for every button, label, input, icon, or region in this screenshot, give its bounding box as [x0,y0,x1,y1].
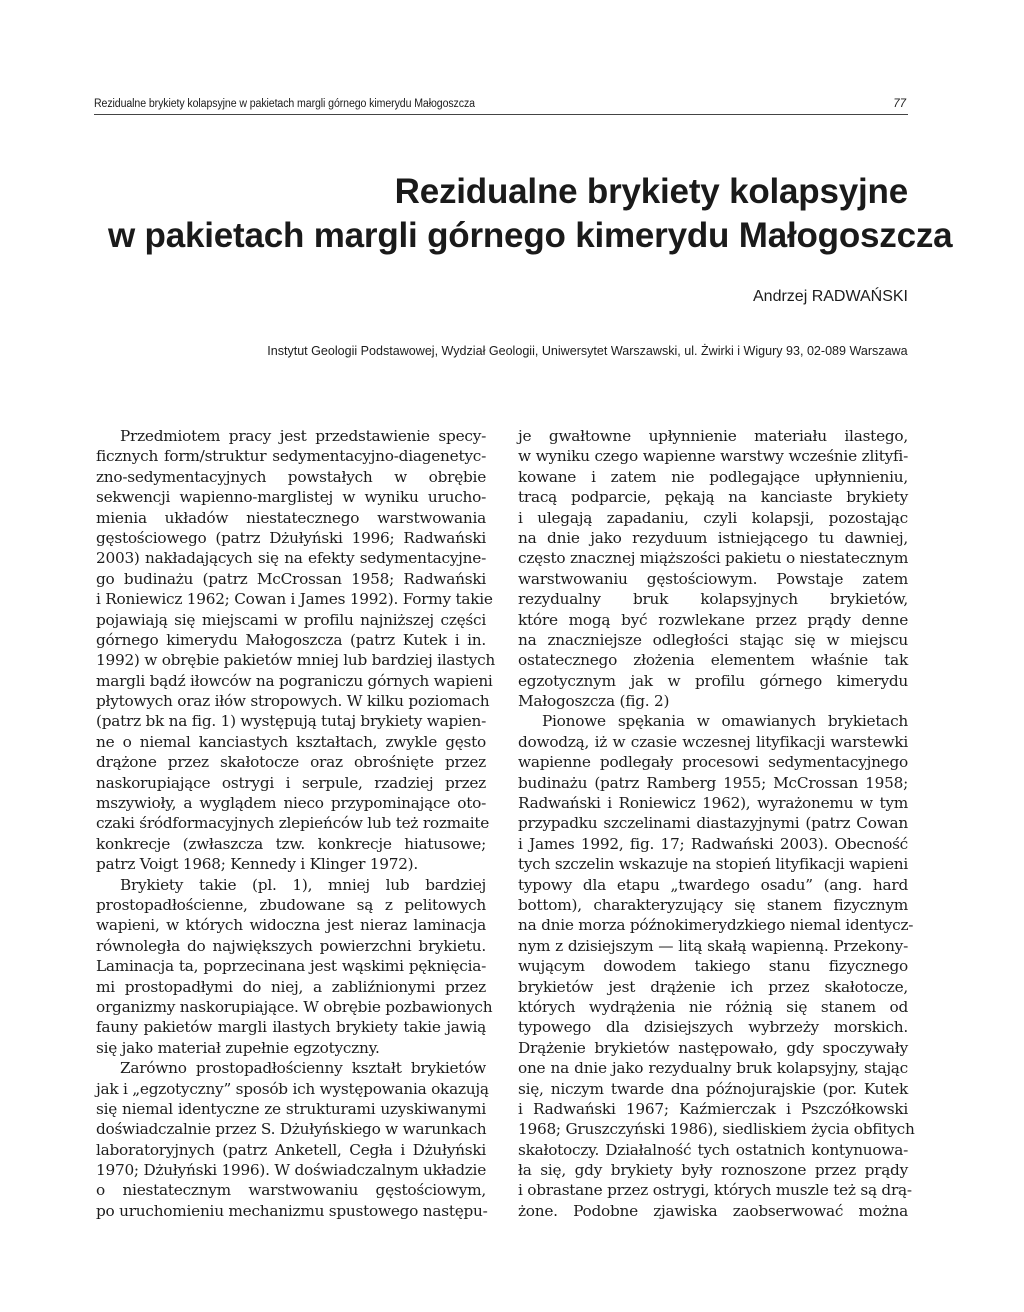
text-line: one na dnie jako rezydualny bruk kolapsyjny, stając [518,1059,908,1078]
text-line: prostopadłościenne, zbudowane są z pelitowych [96,895,486,914]
running-header [94,96,908,115]
text-line: o niestatecznym warstwowaniu gęstościowym, [96,1181,486,1200]
text-line: kowane i zatem nie podlegające upłynnieniu, [518,467,908,486]
text-line: żone. Podobne zjawiska zaobserwować można [518,1201,908,1220]
text-line: tracą podparcie, pękają na kanciaste brykiety [518,488,908,507]
text-line: wapienne podlegały procesowi sedymentacyjnego [518,753,908,772]
text-line: doświadczalnie przez S. Dżułyńskiego w warunkach [96,1120,487,1139]
running-title: Rezidualne brykiety kolapsyjne w pakietach margli górnego kimerydu Małogoszcza [94,98,475,110]
text-line: i James 1992, fig. 17; Radwański 2003). Obecność [518,834,908,853]
text-line: sekwencji wapienno-marglistej w wyniku urucho- [96,488,486,507]
text-line: na dnie jako rezyduum istniejącego tu dawniej, [518,528,908,547]
article-title [108,170,953,258]
text-line: go budinażu (patrz McCrossan 1958; Radwański [96,569,486,588]
text-line: mszywioły, a wyglądem nieco przypominające oto- [96,794,486,813]
article-title-line-2: w pakietach margli górnego kimerydu Małogoszcza [108,216,953,255]
text-line: się jako materiał zupełnie egzotyczny. [96,1038,380,1057]
text-line: 2003) nakładających się na efekty sedymentacyjne- [96,549,486,568]
text-line: budinażu (patrz Ramberg 1955; McCrossan 1958; [518,773,908,792]
body-column-right [518,426,915,1221]
text-line: fauny pakietów margli ilastych brykiety takie jawią [96,1018,486,1037]
text-line: gęstościowego (patrz Dżułyński 1996; Radwański [96,528,486,547]
text-line: organizmy naskorupiające. W obrębie pozbawionych [96,997,493,1016]
text-line: Drążenie brykietów następowało, gdy spoczywały [518,1038,908,1057]
text-line: margli bądź iłowców na pograniczu górnych wapieni [96,671,493,690]
text-line: wapieni, w których widoczna jest nieraz laminacja [96,916,486,935]
text-line: rezydualny bruk kolapsyjnych brykietów, [518,590,908,609]
text-line: skałotoczy. Działalność tych ostatnich kontynuowa- [518,1140,908,1159]
text-line: mienia układów niestatecznego warstwowania [96,508,486,527]
text-line: warstwowaniu gęstościowym. Powstaje zatem [518,569,908,588]
text-line: i Roniewicz 1962; Cowan i James 1992). Formy takie [96,590,493,609]
text-line: naskorupiające ostrygi i serpule, rzadziej przez [96,773,486,792]
text-line: tych szczelin wskazuje na stopień lityfikacji wapieni [518,855,908,874]
text-line: czaki śródformacyjnych zlepieńców lub też rozmaite [96,814,490,833]
text-line: Małogoszcza (fig. 2) [518,692,670,711]
text-line: po uruchomieniu mechanizmu spustowego następu- [96,1201,488,1220]
text-line: płytowych oraz iłów stropowych. W kilku poziomach [96,692,490,711]
text-line: laboratoryjnych (patrz Anketell, Cegła i Dżułyński [96,1140,486,1159]
text-line: górnego kimerydu Małogoszcza (patrz Kutek i in. [96,630,486,649]
text-line: się, niczym twarde dna późnojurajskie (por. Kutek [518,1079,908,1098]
text-line: w wyniku czego wapienne warstwy wcześnie zlityfi- [518,447,908,466]
text-line: i ulegają zapadaniu, czyli kolapsji, pozostając [518,508,908,527]
text-line: ostatecznego złożenia elementem właśnie tak [518,651,908,670]
text-line: i obrastane przez ostrygi, których muszle też są drą- [518,1181,912,1200]
body-column-left [96,426,496,1221]
text-line: ne o niemal kanciastych kształtach, zwykle gęsto [96,732,486,751]
text-line: typowy dla etapu „twardego osadu” (ang. hard [518,875,908,894]
text-line: jak i „egzotyczny” sposób ich występowania okazują [96,1079,489,1098]
text-line: (patrz bk na fig. 1) występują tutaj brykiety wapien- [96,712,487,731]
text-line: Przedmiotem pracy jest przedstawienie specy- [120,427,486,445]
article-title-line-1: Rezidualne brykiety kolapsyjne [394,172,908,211]
text-line: drążone przez skałotocze oraz obrośnięte przez [96,753,486,772]
text-line: 1970; Dżułyński 1996). W doświadczalnym układzie [96,1161,486,1180]
text-line: bottom), charakteryzujący się stanem fizycznym [518,895,908,914]
text-line: Pionowe spękania w omawianych brykietach [542,712,908,731]
text-line: Radwański i Roniewicz 1962), wyrażonemu w tym [518,794,908,813]
text-line: Laminacja ta, poprzecinana jest wąskimi pęknięcia- [96,957,486,976]
text-line: 1968; Gruszczyński 1986), siedliskiem życia obfitych [518,1120,915,1139]
text-line: typowego dla dzisiejszych wybrzeży morskich. [518,1018,908,1037]
text-line: na dnie morza późnokimerydzkiego niemal identycz- [518,916,914,935]
text-line: je gwałtowne upłynnienie materiału ilastego, [518,427,908,445]
text-line: mi prostopadłymi do niej, a zabliźnionymi przez [96,977,486,996]
text-line: nym z dzisiejszym — litą skałą wapienną. Przekony- [518,936,908,955]
text-line: brykietów jest drążenie ich przez skałotocze, [518,977,908,996]
text-line: których wydrążenia nie różnią się stanem od [518,997,908,1016]
text-line: dowodzą, iż w czasie wczesnej lityfikacji warstewki [518,732,908,751]
text-line: które mogą być rozwlekane przez prądy denne [518,610,908,629]
author-name: Andrzej RADWAŃSKI [753,288,908,305]
text-line: wującym dowodem takiego stanu fizycznego [518,957,908,976]
page-number: 77 [893,98,906,110]
text-line: patrz Voigt 1968; Kennedy i Klinger 1972). [96,855,419,874]
text-line: się niemal identyczne ze strukturami uzyskiwanymi [96,1099,486,1118]
text-line: ła się, gdy brykiety były roznoszone przez prądy [518,1161,908,1180]
text-line: na znaczniejsze odległości stając się w miejscu [518,630,908,649]
text-line: konkrecje (zwłaszcza tzw. konkrecje hiatusowe; [96,834,486,853]
text-line: Zarówno prostopadłościenny kształt brykietów [120,1059,486,1078]
text-line: zno-sedymentacyjnych powstałych w obrębie [96,467,486,486]
text-line: egzotycznym jak w profilu górnego kimerydu [518,671,908,690]
text-line: przypadku szczelinami diastazyjnymi (patrz Cowan [518,814,908,833]
author-affiliation: Instytut Geologii Podstawowej, Wydział Geologii, Uniwersytet Warszawski, ul. Żwirki i Wigury 93, 02-089 Warszawa [267,343,908,358]
text-line: pojawiają się miejscami w profilu najniższej części [96,610,486,629]
text-line: często znacznej miąższości pakietu o niestatecznym [518,549,909,568]
text-line: równoległa do największych powierzchni brykietu. [96,936,486,955]
text-line: 1992) w obrębie pakietów mniej lub bardziej ilastych [96,651,496,670]
text-line: Brykiety takie (pl. 1), mniej lub bardziej [120,875,486,894]
text-line: ficznych form/struktur sedymentacyjno-diagenetyc- [96,447,486,466]
text-line: i Radwański 1967; Kaźmierczak i Pszczółkowski [518,1099,908,1118]
